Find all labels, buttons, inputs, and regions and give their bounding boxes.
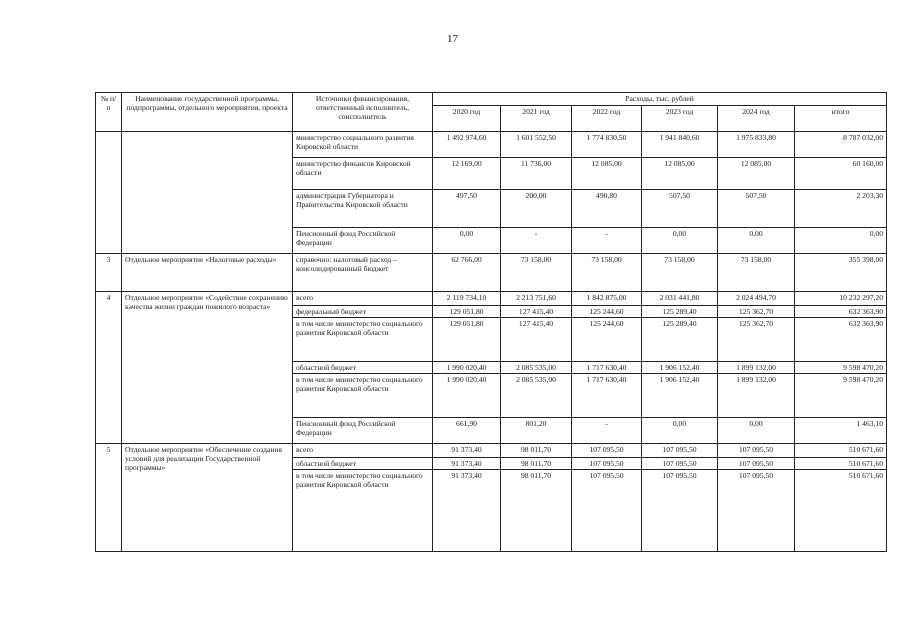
- funding-source: Пенсионный фонд Российской Федерации: [293, 418, 433, 444]
- year-value: 98 011,70: [501, 458, 572, 470]
- year-value: 107 095,50: [642, 470, 718, 552]
- total-value: 8 787 032,00: [795, 132, 887, 158]
- year-value: 62 766,00: [433, 254, 501, 292]
- year-value: 107 095,50: [572, 458, 642, 470]
- year-value: 11 736,00: [501, 158, 572, 190]
- year-value: 12 085,00: [718, 158, 795, 190]
- year-value: 129 051,80: [433, 306, 501, 318]
- year-value: 107 095,50: [572, 470, 642, 552]
- funding-source: областной бюджет: [293, 458, 433, 470]
- year-value: 507,50: [718, 190, 795, 228]
- header-year-2024: 2024 год: [718, 106, 795, 132]
- year-value: 125 289,40: [642, 306, 718, 318]
- header-name: Наименование государственной программы, подпрограммы, отдельного мероприятия, проекта: [122, 93, 293, 132]
- table-row: [96, 254, 887, 292]
- year-value: 127 415,40: [501, 318, 572, 362]
- year-value: 1 899 132,00: [718, 362, 795, 374]
- year-value: 127 415,40: [501, 306, 572, 318]
- header-num: № п/п: [96, 93, 122, 132]
- expenses-table: [95, 92, 887, 552]
- year-value: 1 941 840,60: [642, 132, 718, 158]
- measure-name: Отдельное мероприятие «Налоговые расходы»: [122, 254, 293, 292]
- table-row: [96, 132, 887, 158]
- total-value: 9 598 470,20: [795, 362, 887, 374]
- year-value: 98 011,70: [501, 470, 572, 552]
- header-source: Источники финансирования, ответственный исполнитель, соисполнитель: [293, 93, 433, 132]
- funding-source: министерство социального развития Кировской области: [293, 132, 433, 158]
- year-value: 1 990 020,40: [433, 362, 501, 374]
- total-value: 1 463,10: [795, 418, 887, 444]
- year-value: 801,20: [501, 418, 572, 444]
- year-value: 91 373,40: [433, 444, 501, 458]
- year-value: 2 024 494,70: [718, 292, 795, 306]
- year-value: 661,90: [433, 418, 501, 444]
- funding-source: справочно: налоговый расход – консолидированный бюджет: [293, 254, 433, 292]
- year-value: -: [572, 228, 642, 254]
- funding-source: министерство финансов Кировской области: [293, 158, 433, 190]
- year-value: 107 095,50: [642, 458, 718, 470]
- funding-source: областной бюджет: [293, 362, 433, 374]
- year-value: 0,00: [718, 418, 795, 444]
- year-value: 1 717 630,40: [572, 374, 642, 418]
- funding-source: в том числе министерство социального развития Кировской области: [293, 374, 433, 418]
- year-value: 2 119 734,10: [433, 292, 501, 306]
- year-value: 98 011,70: [501, 444, 572, 458]
- year-value: 91 373,40: [433, 470, 501, 552]
- row-number: [96, 132, 122, 254]
- year-value: 497,50: [433, 190, 501, 228]
- funding-source: администрация Губернатора и Правительства Кировской области: [293, 190, 433, 228]
- total-value: 510 671,60: [795, 470, 887, 552]
- year-value: 12 085,00: [642, 158, 718, 190]
- header-year-2022: 2022 год: [572, 106, 642, 132]
- measure-name: Отдельное мероприятие «Содействие сохранению качества жизни граждан пожилого возраста»: [122, 292, 293, 444]
- year-value: 0,00: [718, 228, 795, 254]
- year-value: 125 289,40: [642, 318, 718, 362]
- total-value: 510 671,60: [795, 444, 887, 458]
- table-body: [96, 132, 887, 552]
- year-value: 1 842 875,00: [572, 292, 642, 306]
- total-value: 9 598 470,20: [795, 374, 887, 418]
- year-value: 2 085 535,00: [501, 362, 572, 374]
- year-value: 107 095,50: [718, 444, 795, 458]
- year-value: 73 158,00: [572, 254, 642, 292]
- table-row: [96, 292, 887, 306]
- table-row: [96, 444, 887, 458]
- year-value: 1 492 974,60: [433, 132, 501, 158]
- year-value: 0,00: [433, 228, 501, 254]
- funding-source: в том числе министерство социального развития Кировской области: [293, 470, 433, 552]
- header-year-2021: 2021 год: [501, 106, 572, 132]
- year-value: 1 990 020,40: [433, 374, 501, 418]
- header-year-2023: 2023 год: [642, 106, 718, 132]
- year-value: 507,50: [642, 190, 718, 228]
- year-value: 73 158,00: [718, 254, 795, 292]
- total-value: 355 398,00: [795, 254, 887, 292]
- year-value: 2 085 535,00: [501, 374, 572, 418]
- year-value: 1 975 833,80: [718, 132, 795, 158]
- row-number: 3: [96, 254, 122, 292]
- year-value: 1 717 630,40: [572, 362, 642, 374]
- year-value: 0,00: [642, 418, 718, 444]
- measure-name: Отдельное мероприятие «Обеспечение создания условий для реализации Государственной программы»: [122, 444, 293, 552]
- table-header: [96, 93, 887, 132]
- year-value: 125 362,70: [718, 306, 795, 318]
- funding-source: Пенсионный фонд Российской Федерации: [293, 228, 433, 254]
- year-value: 125 244,60: [572, 318, 642, 362]
- header-total: итого: [795, 106, 887, 132]
- year-value: 2 031 441,80: [642, 292, 718, 306]
- year-value: 107 095,50: [718, 470, 795, 552]
- total-value: 0,00: [795, 228, 887, 254]
- year-value: 107 095,50: [572, 444, 642, 458]
- year-value: -: [501, 228, 572, 254]
- year-value: 0,00: [642, 228, 718, 254]
- page-number: 17: [447, 33, 458, 45]
- year-value: 73 158,00: [501, 254, 572, 292]
- year-value: 107 095,50: [718, 458, 795, 470]
- funding-source: в том числе министерство социального развития Кировской области: [293, 318, 433, 362]
- year-value: 125 362,70: [718, 318, 795, 362]
- year-value: 91 373,40: [433, 458, 501, 470]
- total-value: 632 363,90: [795, 306, 887, 318]
- year-value: 73 158,00: [642, 254, 718, 292]
- year-value: 12 169,00: [433, 158, 501, 190]
- funding-source: федеральный бюджет: [293, 306, 433, 318]
- year-value: 1 906 152,40: [642, 362, 718, 374]
- year-value: 490,80: [572, 190, 642, 228]
- total-value: 632 363,90: [795, 318, 887, 362]
- year-value: 2 213 751,60: [501, 292, 572, 306]
- total-value: 10 232 297,20: [795, 292, 887, 306]
- year-value: 1 601 552,50: [501, 132, 572, 158]
- year-value: 125 244,60: [572, 306, 642, 318]
- year-value: -: [572, 418, 642, 444]
- total-value: 60 160,00: [795, 158, 887, 190]
- header-year-2020: 2020 год: [433, 106, 501, 132]
- year-value: 1 906 152,40: [642, 374, 718, 418]
- total-value: 510 671,60: [795, 458, 887, 470]
- year-value: 107 095,50: [642, 444, 718, 458]
- funding-source: всего: [293, 444, 433, 458]
- measure-name: [122, 132, 293, 254]
- year-value: 1 899 132,00: [718, 374, 795, 418]
- year-value: 1 774 830,50: [572, 132, 642, 158]
- year-value: 129 051,80: [433, 318, 501, 362]
- funding-source: всего: [293, 292, 433, 306]
- year-value: 200,00: [501, 190, 572, 228]
- header-expenses: Расходы, тыс. рублей: [433, 93, 887, 106]
- year-value: 12 085,00: [572, 158, 642, 190]
- row-number: 5: [96, 444, 122, 552]
- total-value: 2 203,30: [795, 190, 887, 228]
- row-number: 4: [96, 292, 122, 444]
